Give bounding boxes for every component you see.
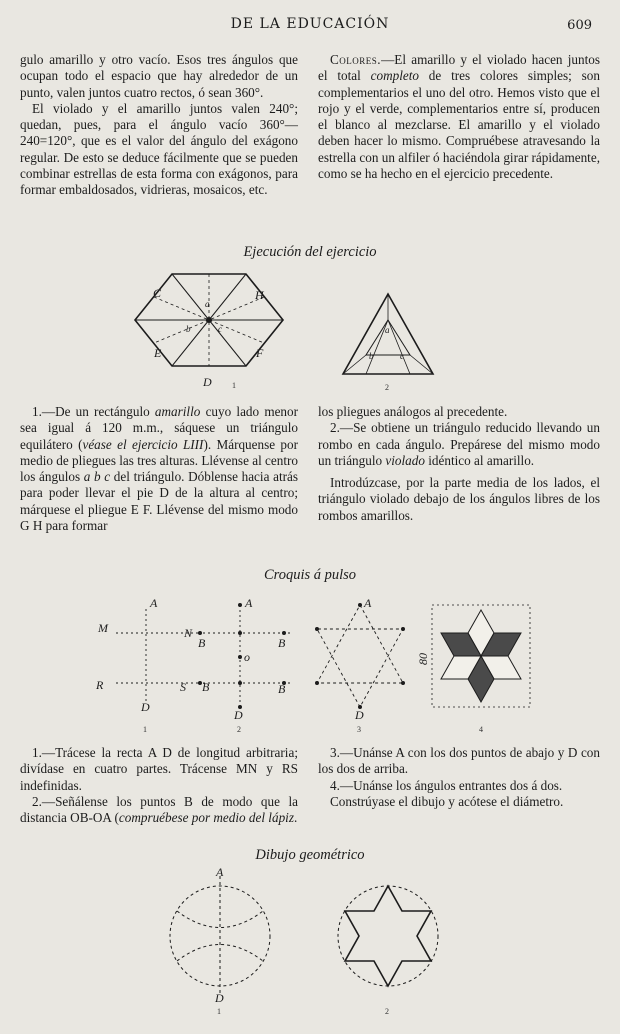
label-b: b xyxy=(186,324,191,334)
page-number: 609 xyxy=(567,18,592,33)
figure-number: 3 xyxy=(357,725,361,734)
label-a: A xyxy=(245,596,253,610)
text-run: cuyo lado menor sea igual á 120 m.m., sáquese un triángulo equilátero ( xyxy=(20,404,299,452)
emphasis: amarillo xyxy=(154,404,201,419)
label-d: D xyxy=(215,991,224,1005)
paragraph: 4.—Unánse los ángulos entrantes dos á dos. xyxy=(330,777,563,793)
label-s: S xyxy=(180,680,186,694)
label-m: M xyxy=(98,621,108,635)
emphasis: compruébese por medio del lápiz xyxy=(118,810,294,826)
figure-number: 1 xyxy=(217,1007,221,1016)
section2-left-column xyxy=(20,745,298,826)
caption-dibujo: Dibujo geométrico xyxy=(255,847,365,863)
paragraph: Introdúzcase, por la parte media de los lados, el triángulo violado debajo de los ángulos libres de los rombos amarillos. xyxy=(318,475,600,523)
paragraph: gulo amarillo y otro vacío. Esos tres ángulos que ocupan todo el espacio que hay alrededor de un punto, valen juntos cuatro rectos, ó sean 360°. xyxy=(20,52,298,100)
label-c-small: c xyxy=(218,324,222,334)
croquis-fig4 xyxy=(432,605,530,707)
figure-croquis xyxy=(0,585,620,735)
paragraph: Constrúyase el dibujo y acótese el diámetro. xyxy=(330,793,564,809)
emphasis: véase el ejercicio LIII xyxy=(82,436,204,452)
croquis-fig3 xyxy=(317,605,403,707)
label-c: C xyxy=(153,286,162,300)
text-run: 1.—De un rectángulo xyxy=(32,404,155,419)
label-f: F xyxy=(256,346,264,360)
label-a: A xyxy=(364,596,372,610)
text-run: del triángulo. Dóblense hacia atrás para poder llevar el pie D de la altura al centro; márquese el pliegue E F. Llévense del mismo modo G H para formar xyxy=(20,469,298,534)
emphasis: a b c xyxy=(83,469,111,485)
label-b: b xyxy=(369,351,374,361)
label-n: N xyxy=(184,626,193,640)
figure-number: 2 xyxy=(385,1007,389,1016)
text-run: . xyxy=(293,810,298,826)
text-run: 2.—Señálense los puntos B de modo que la distancia OB-OA ( xyxy=(20,793,298,826)
label-b: B xyxy=(278,682,286,696)
section-lead: Colores. xyxy=(330,52,382,67)
dibujo-fig1 xyxy=(170,876,270,996)
figure-dibujo xyxy=(0,864,620,1030)
figure-number: 4 xyxy=(479,725,483,734)
label-o: o xyxy=(244,650,250,664)
figure-number: 2 xyxy=(385,383,389,392)
dibujo-fig2 xyxy=(338,886,438,986)
label-d: D xyxy=(203,375,212,389)
top-right-column xyxy=(318,52,600,182)
text-run: idéntico al amarillo. xyxy=(424,452,535,468)
label-a: A xyxy=(216,865,224,879)
paragraph: los pliegues análogos al precedente. xyxy=(318,404,508,419)
label-d: D xyxy=(141,700,150,714)
caption-ejecucion: Ejecución del ejercicio xyxy=(243,244,377,260)
label-h: H xyxy=(255,288,264,302)
label-b: B xyxy=(278,636,286,650)
section1-right-column xyxy=(318,404,600,524)
figure-number: 1 xyxy=(232,381,236,390)
label-c: c xyxy=(400,351,404,361)
label-r: R xyxy=(96,678,104,692)
page-header xyxy=(20,16,600,38)
figure-number: 1 xyxy=(143,725,147,734)
label-a: A xyxy=(150,596,158,610)
label-b: B xyxy=(202,680,210,694)
text-run: ). Márquense por medio de pliegues las tres alturas. Llévense al centro los ángulos xyxy=(20,436,298,485)
label-a: a xyxy=(205,299,210,309)
emphasis: completo xyxy=(370,68,419,84)
label-d: D xyxy=(234,708,243,722)
text-run: de tres colores simples; son complementarios el uno del otro. Hemos visto que el rojo y el verde, complementarios entre sí, producen el blanco al mezclarse. El amarillo y el violado deben hacer lo mismo. Compruébese atravesando la estrella con un alfiler ó haciéndola girar rápidamente, como se ha hecho en el ejercicio precedente. xyxy=(318,68,600,182)
label-a: a xyxy=(385,325,390,335)
label-e: E xyxy=(154,346,162,360)
dimension-label: 80 xyxy=(416,653,430,665)
label-d: D xyxy=(355,708,364,722)
top-left-column xyxy=(20,52,298,199)
text-run: —El amarillo y el violado hacen juntos el total xyxy=(318,52,600,84)
running-title: DE LA EDUCACIÓN xyxy=(230,16,390,32)
emphasis: violado xyxy=(385,452,425,468)
paragraph: 3.—Unánse A con los dos puntos de abajo y D con los dos de arriba. xyxy=(318,745,600,777)
text-run: 2.—Se obtiene un triángulo reducido llevando un rombo en cada ángulo. Prepárese del mismo modo un triángulo xyxy=(318,420,600,468)
figure-number: 2 xyxy=(237,725,241,734)
paragraph: El violado y el amarillo juntos valen 240°; quedan, pues, para el ángulo vacío 360°—240=120°, que es el valor del ángulo del exágono regular. De esto se deduce fácilmente que se pueden combinar estrellas de esta forma con exágonos, para formar embaldosados, vidrieras, mosaicos, etc. xyxy=(20,100,298,198)
label-b: B xyxy=(198,636,206,650)
paragraph: 1.—Trácese la recta A D de longitud arbitraria; divídase en cuatro partes. Trácense MN y RS indefinidas. xyxy=(20,745,298,793)
section2-right-column xyxy=(318,745,600,810)
caption-croquis: Croquis á pulso xyxy=(263,567,357,583)
section1-left-column xyxy=(20,404,298,534)
figure-ejecucion xyxy=(0,262,620,397)
